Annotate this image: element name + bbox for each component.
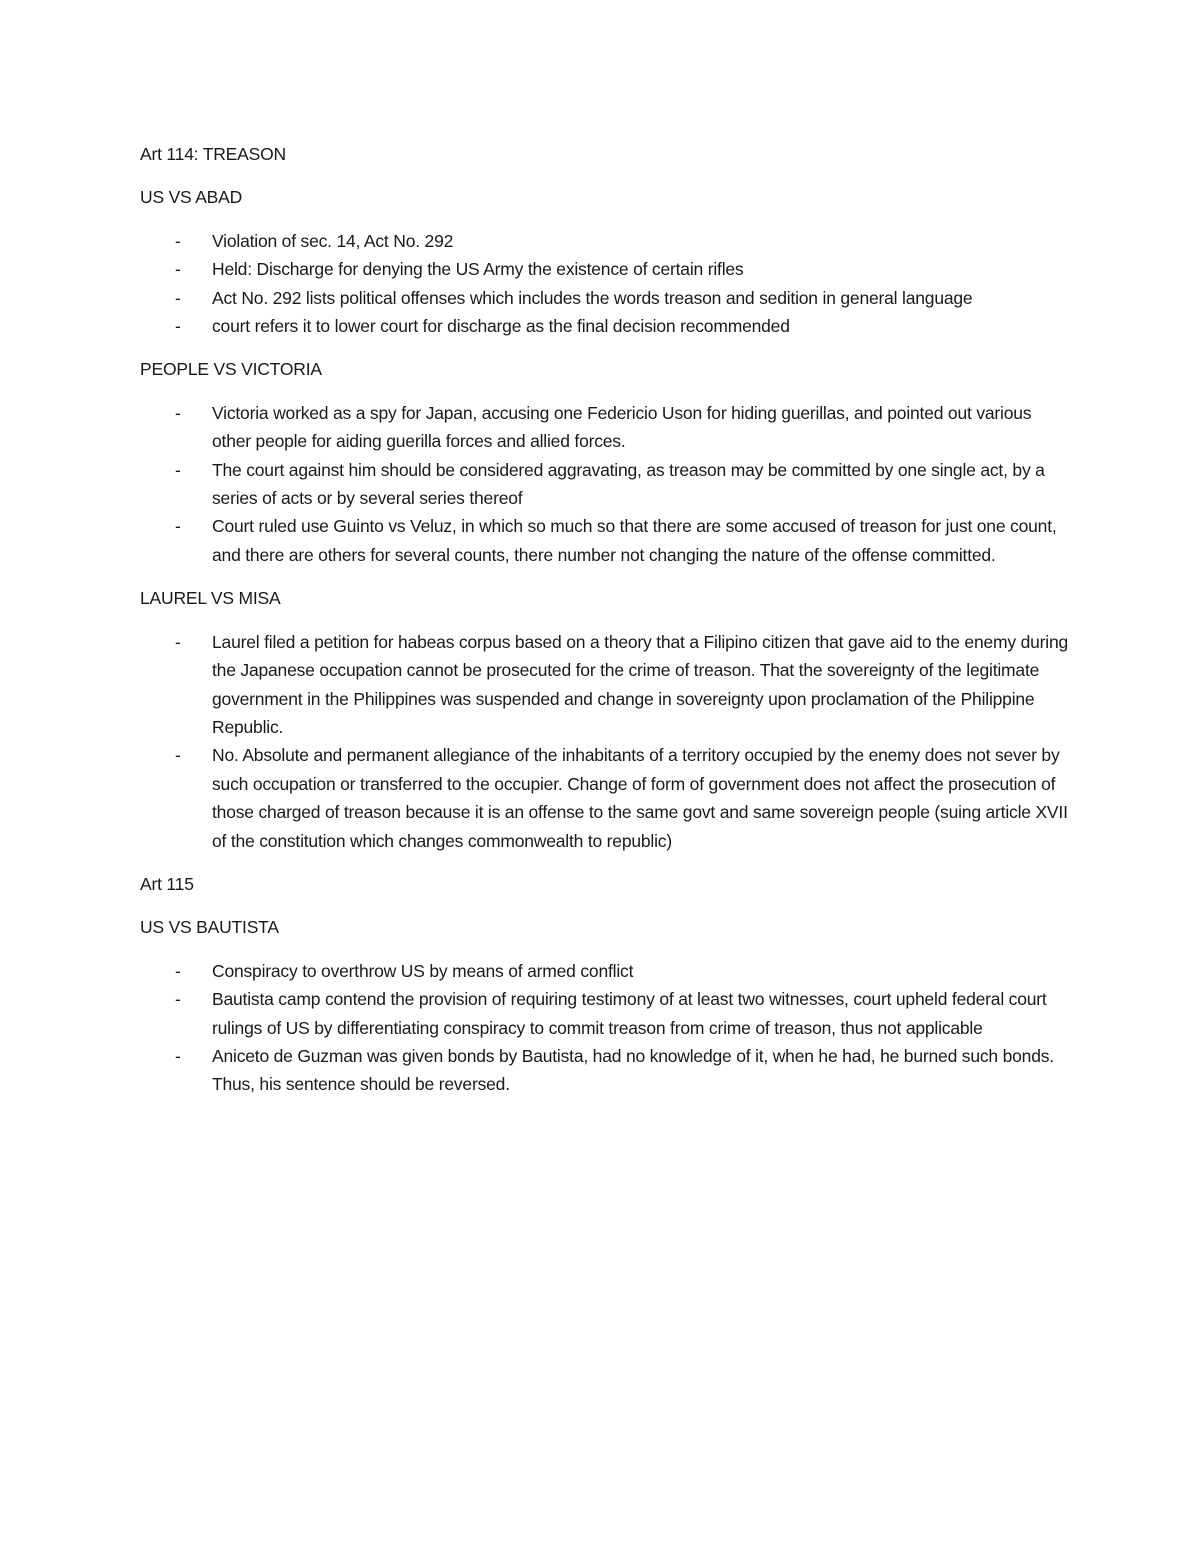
list-item — [140, 957, 1070, 985]
bullet-dash: - — [175, 459, 181, 480]
list-item — [140, 1042, 1070, 1099]
document-body — [140, 140, 1070, 1114]
bullet-dash: - — [175, 745, 181, 766]
list-item — [140, 284, 1070, 312]
bullet-list — [140, 227, 1070, 341]
list-item-text: Victoria worked as a spy for Japan, accusing one Federicio Uson for hiding guerillas, and pointed out various other people for aiding guerilla forces and allied forces. — [212, 402, 1032, 452]
section-heading: Art 115 — [140, 873, 194, 894]
bullet-dash: - — [175, 402, 181, 423]
section-heading: LAUREL VS MISA — [140, 588, 281, 609]
list-item-text: Laurel filed a petition for habeas corpus based on a theory that a Filipino citizen that gave aid to the enemy during the Japanese occupation cannot be prosecuted for the crime of treason. That the sovereignty of the legitimate government in the Philippines was suspended and change in sovereignty upon proclamation of the Philippine Republic. — [212, 631, 1069, 737]
bullet-dash: - — [175, 259, 181, 280]
bullet-dash: - — [175, 516, 181, 537]
bullet-list — [140, 628, 1070, 855]
list-item — [140, 399, 1070, 456]
list-item-text: No. Absolute and permanent allegiance of the inhabitants of a territory occupied by the enemy does not sever by such occupation or transferred to the occupier. Change of form of government does not affect the prosecution of those charged of treason because it is an offense to the same govt and same sovereign people (suing article XVII of the constitution which changes commonwealth to republic) — [212, 745, 1068, 851]
list-item — [140, 512, 1070, 569]
section-heading: US VS ABAD — [140, 187, 243, 208]
bullet-list — [140, 399, 1070, 569]
list-item-text: Act No. 292 lists political offenses which includes the words treason and sedition in general language — [212, 287, 973, 308]
list-item-text: Court ruled use Guinto vs Veluz, in which so much so that there are some accused of treason for just one count, and there are others for several counts, there number not changing the nature of the offense committed. — [212, 516, 1057, 565]
list-item-text: court refers it to lower court for discharge as the final decision recommended — [212, 316, 790, 337]
list-item-text: Held: Discharge for denying the US Army the existence of certain rifles — [212, 259, 744, 280]
list-item-text: The court against him should be considered aggravating, as treason may be committed by one single act, by a series of acts or by several series thereof — [212, 459, 1045, 509]
bullet-dash: - — [175, 1045, 181, 1066]
list-item-text: Conspiracy to overthrow US by means of armed conflict — [212, 960, 634, 981]
list-item — [140, 255, 1070, 283]
list-item-text: Aniceto de Guzman was given bonds by Bautista, had no knowledge of it, when he had, he burned such bonds. Thus, his sentence should be reversed. — [212, 1045, 1054, 1095]
list-item — [140, 628, 1070, 742]
bullet-dash: - — [175, 960, 181, 981]
section-heading: Art 114: TREASON — [140, 144, 286, 164]
list-item — [140, 456, 1070, 513]
bullet-dash: - — [175, 989, 181, 1010]
bullet-dash: - — [175, 316, 181, 337]
list-item — [140, 741, 1070, 855]
list-item — [140, 985, 1070, 1042]
list-item — [140, 227, 1070, 255]
list-item-text: Bautista camp contend the provision of requiring testimony of at least two witnesses, court upheld federal court rulings of US by differentiating conspiracy to commit treason from crime of treason, thus not applicable — [212, 989, 1047, 1038]
bullet-list — [140, 957, 1070, 1099]
list-item — [140, 312, 1070, 340]
bullet-dash: - — [175, 631, 181, 652]
bullet-dash: - — [175, 287, 181, 308]
bullet-dash: - — [175, 230, 181, 251]
section-heading: US VS BAUTISTA — [140, 917, 279, 938]
list-item-text: Violation of sec. 14, Act No. 292 — [212, 230, 454, 251]
section-heading: PEOPLE VS VICTORIA — [140, 359, 322, 380]
